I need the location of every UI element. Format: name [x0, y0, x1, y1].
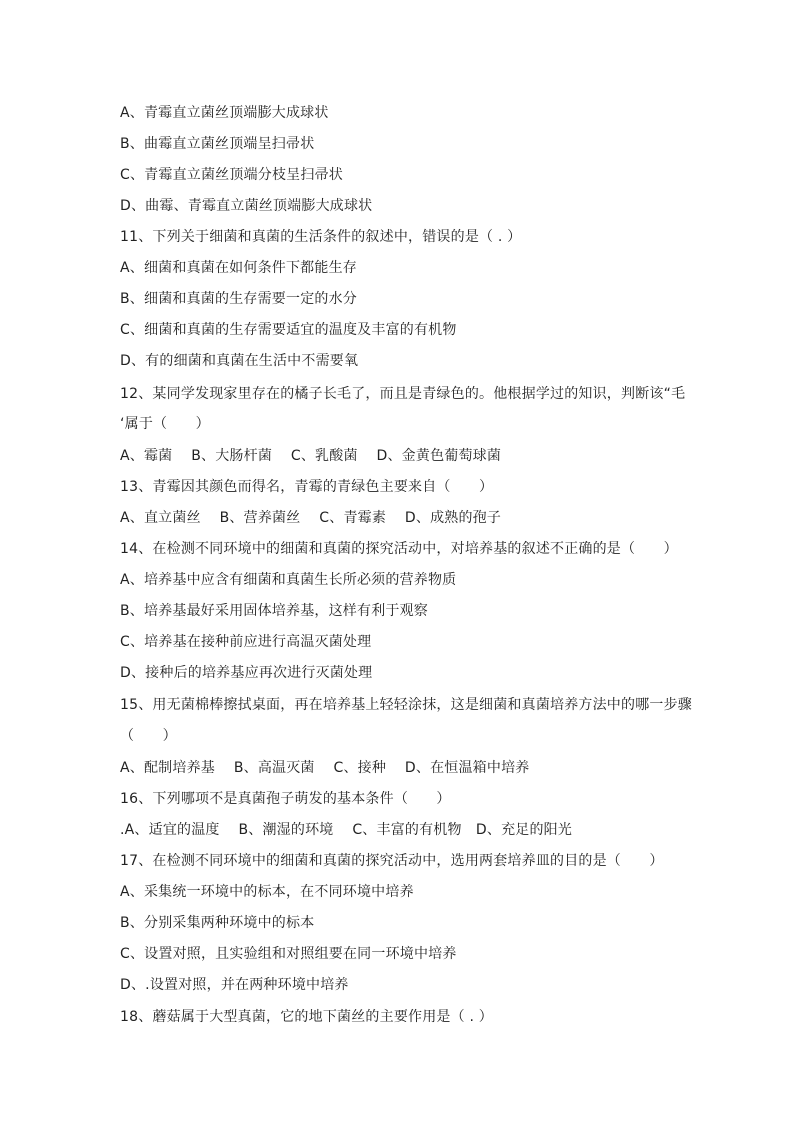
question-15-cont: （ ）: [120, 728, 177, 744]
option-c-q14: C、培养基在接种前应进行高温灭菌处理: [120, 634, 372, 650]
question-14: 14、在检测不同环境中的细菌和真菌的探究活动中，对培养基的叙述不正确的是（ ）: [120, 541, 678, 557]
option-a-q10: A、青霉直立菌丝顶端膨大成球状: [120, 105, 329, 121]
option-c-q10: C、青霉直立菌丝顶端分枝呈扫帚状: [120, 167, 343, 183]
option-a-q17: A、采集统一环境中的标本，在不同环境中培养: [120, 884, 414, 900]
option-a-q11: A、细菌和真菌在如何条件下都能生存: [120, 260, 357, 276]
option-d-q11: D、有的细菌和真菌在生活中不需要氧: [120, 353, 359, 369]
options-q15: A、配制培养基 B、高温灭菌 C、接种 D、在恒温箱中培养: [120, 760, 530, 776]
options-q12: A、霉菌 B、大肠杆菌 C、乳酸菌 D、金黄色葡萄球菌: [120, 448, 502, 464]
question-11: 11、下列关于细菌和真菌的生活条件的叙述中，错误的是（ . ）: [120, 229, 522, 245]
option-d-q17: D、.设置对照，并在两种环境中培养: [120, 977, 349, 993]
option-d-q14: D、接种后的培养基应再次进行灭菌处理: [120, 665, 373, 681]
options-q13: A、直立菌丝 B、营养菌丝 C、青霉素 D、成熟的孢子: [120, 510, 502, 526]
option-d-q10: D、曲霉、青霉直立菌丝顶端膨大成球状: [120, 198, 373, 214]
option-a-q14: A、培养基中应含有细菌和真菌生长所必须的营养物质: [120, 572, 457, 588]
question-13: 13、青霉因其颜色而得名，青霉的青绿色主要来自（ ）: [120, 479, 494, 495]
question-12-cont: ‘属于（ ）: [120, 416, 210, 432]
options-q16: .A、适宜的温度 B、潮湿的环境 C、丰富的有机物 D、充足的阳光: [120, 822, 573, 838]
question-15: 15、用无菌棉棒擦拭桌面，再在培养基上轻轻涂抹，这是细菌和真菌培养方法中的哪一步骤: [120, 697, 693, 713]
option-c-q11: C、细菌和真菌的生存需要适宜的温度及丰富的有机物: [120, 322, 457, 338]
option-b-q14: B、培养基最好采用固体培养基，这样有利于观察: [120, 603, 429, 619]
option-b-q10: B、曲霉直立菌丝顶端呈扫帚状: [120, 136, 315, 152]
question-17: 17、在检测不同环境中的细菌和真菌的探究活动中，选用两套培养皿的目的是（ ）: [120, 853, 664, 869]
question-12: 12、某同学发现家里存在的橘子长毛了，而且是青绿色的。他根据学过的知识，判断该“毛: [120, 386, 686, 402]
option-b-q11: B、细菌和真菌的生存需要一定的水分: [120, 291, 358, 307]
question-16: 16、下列哪项不是真菌孢子萌发的基本条件（ ）: [120, 791, 451, 807]
option-b-q17: B、分别采集两种环境中的标本: [120, 915, 315, 931]
option-c-q17: C、设置对照，且实验组和对照组要在同一环境中培养: [120, 946, 457, 962]
question-18: 18、蘑菇属于大型真菌，它的地下菌丝的主要作用是（ . ）: [120, 1009, 493, 1025]
